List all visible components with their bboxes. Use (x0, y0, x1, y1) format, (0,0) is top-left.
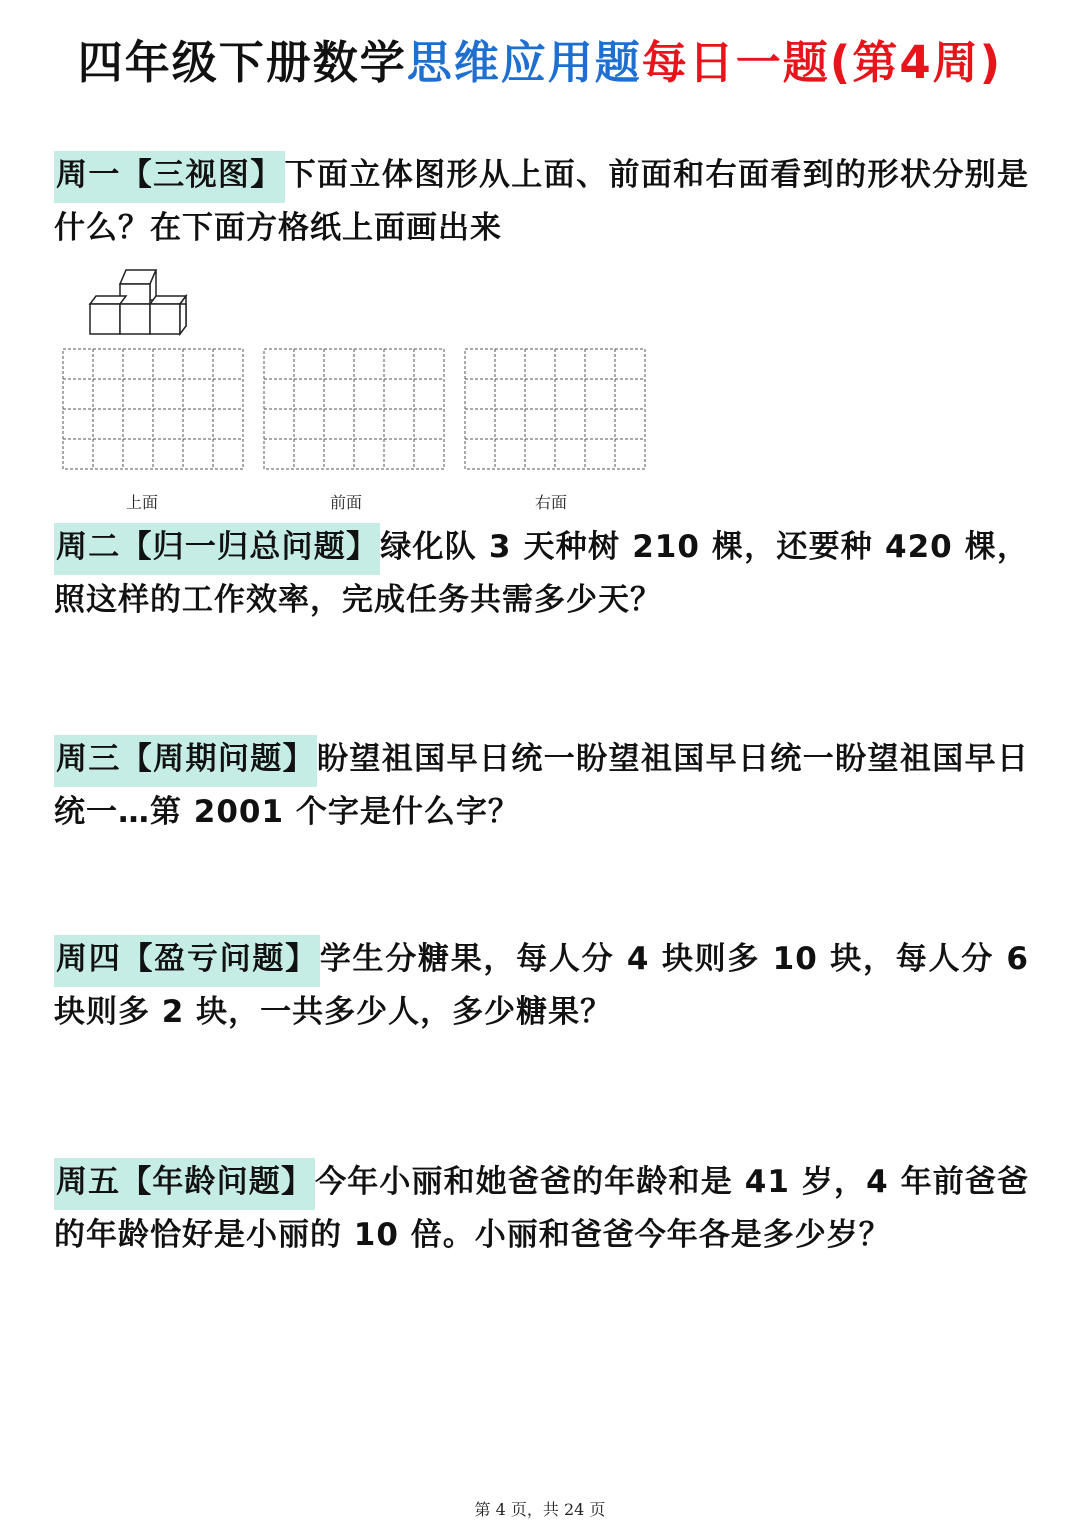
question-tag: 周二【归一归总问题】 (54, 523, 380, 575)
page-title (0, 26, 1080, 91)
question-wednesday (54, 733, 1029, 839)
question-tag: 周三【周期问题】 (54, 735, 317, 787)
question-monday (54, 149, 1029, 255)
grid-label-right: 右面 (535, 493, 568, 512)
grid-right-view[interactable] (464, 348, 646, 472)
grid-label-front: 前面 (330, 493, 363, 512)
question-tuesday (54, 521, 1029, 627)
cube-figure (82, 268, 192, 338)
page-footer: 第 4 页，共 24 页 (474, 1500, 606, 1519)
question-tag: 周四【盈亏问题】 (54, 935, 320, 987)
question-tag: 周五【年龄问题】 (54, 1158, 315, 1210)
grid-top-view[interactable] (62, 348, 244, 472)
question-text: 下面立体图形从上面、前面和右面看到的形状分别是什么？在下面方格纸上面画出来 (54, 157, 1029, 246)
question-thursday (54, 933, 1029, 1039)
title-part-blue: 思维应用题 (406, 36, 642, 89)
grid-front-view[interactable] (263, 348, 445, 472)
question-text: 盼望祖国早日统一盼望祖国早日统一盼望祖国早日统一…第 2001 个字是什么字？ (54, 741, 1030, 830)
question-text: 学生分糖果，每人分 4 块则多 10 块，每人分 6 块则多 2 块，一共多少人，多少糖果？ (54, 941, 1030, 1030)
question-tag: 周一【三视图】 (54, 151, 285, 203)
title-part-black: 四年级下册数学 (77, 36, 407, 89)
question-text: 今年小丽和她爸爸的年龄和是 41 岁，4 年前爸爸的年龄恰好是小丽的 10 倍。小丽和爸爸今年各是多少岁？ (54, 1164, 1029, 1253)
title-part-red: 每日一题(第4周) (641, 36, 1003, 89)
grid-label-top: 上面 (126, 493, 159, 512)
question-text: 绿化队 3 天种树 210 棵，还要种 420 棵，照这样的工作效率，完成任务共需多少天？ (54, 529, 1029, 618)
question-friday (54, 1156, 1029, 1262)
